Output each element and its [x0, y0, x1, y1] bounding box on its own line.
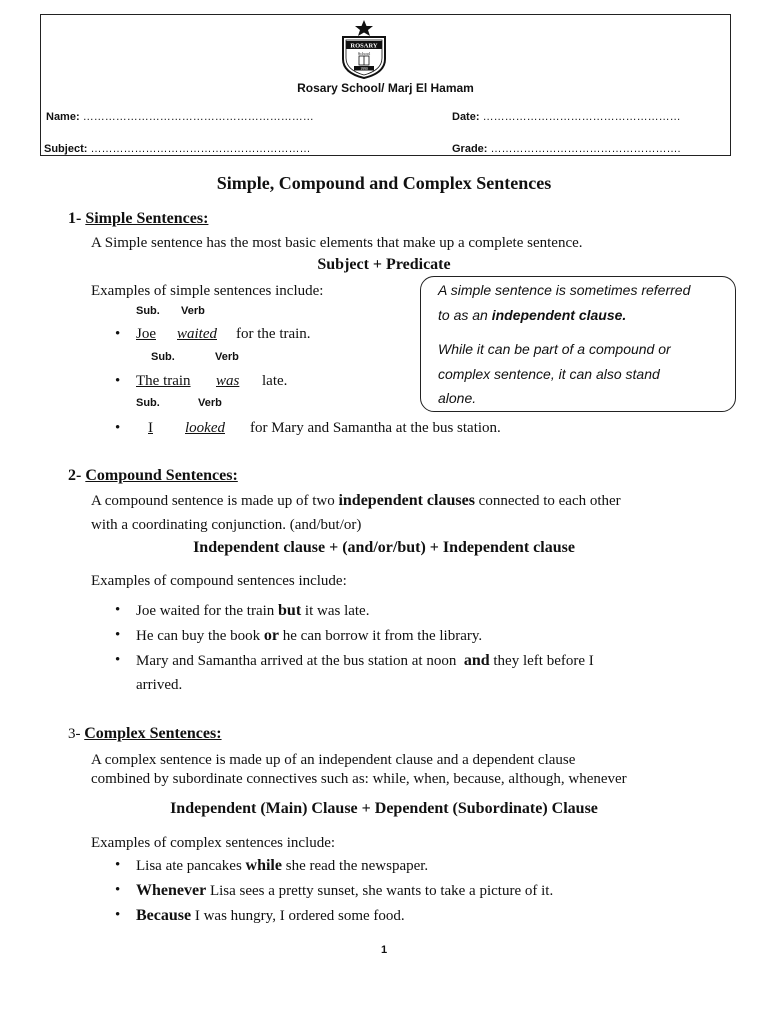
grade-dots: …………………………………………….	[490, 143, 681, 155]
subject-label: Subject:	[44, 143, 91, 155]
complex-definition-1: A complex sentence is made up of an independent clause and a dependent clause	[91, 752, 576, 768]
sub-label: Sub.	[136, 305, 160, 317]
crest-mid-text: School	[357, 51, 371, 56]
crest-top-text: ROSARY	[350, 42, 378, 50]
compound-def-post: connected to each other	[474, 493, 621, 509]
compound-examples-intro: Examples of compound sentences include:	[91, 573, 347, 589]
complex-heading	[68, 725, 222, 743]
bullet-icon: •	[115, 373, 121, 389]
simple-heading	[68, 210, 208, 228]
example-post: Lisa sees a pretty sunset, she wants to take a picture of it.	[206, 883, 554, 899]
example-post: I was hungry, I ordered some food.	[191, 908, 405, 924]
compound-definition-2: with a coordinating conjunction. (and/but/or)	[91, 517, 362, 533]
date-field[interactable]	[452, 111, 681, 123]
complex-formula: Independent (Main) Clause + Dependent (Subordinate) Clause	[170, 800, 598, 817]
verb-label: Verb	[198, 397, 222, 409]
example-pre: He can buy the book	[136, 628, 264, 644]
grade-label: Grade:	[452, 143, 491, 155]
sub-label: Sub.	[151, 351, 175, 363]
example-post: she read the newspaper.	[281, 858, 429, 874]
simple-num: 1-	[68, 210, 86, 227]
example-post: it was late.	[301, 603, 370, 619]
simple-formula: Subject + Predicate	[317, 256, 451, 273]
note-line-2-bold: independent clause.	[491, 307, 627, 323]
example-subject: Joe	[136, 326, 156, 342]
date-dots: ………………………………………………	[482, 111, 681, 123]
example-rest: for Mary and Samantha at the bus station.	[250, 420, 501, 436]
simple-examples-intro: Examples of simple sentences include:	[91, 283, 324, 299]
example-rest: for the train.	[236, 326, 311, 342]
name-dots: ………………………………………………………	[82, 111, 314, 123]
grade-field[interactable]	[452, 143, 681, 155]
example-post: he can borrow it from the library.	[279, 628, 483, 644]
school-crest-icon	[335, 19, 393, 79]
bullet-icon: •	[115, 627, 121, 643]
bullet-icon: •	[115, 857, 121, 873]
example-pre: Mary and Samantha arrived at the bus station at noon	[136, 653, 464, 669]
school-name: Rosary School/ Marj El Hamam	[297, 81, 474, 95]
simple-title: Simple Sentences:	[85, 210, 209, 227]
example-conjunction: and	[463, 652, 490, 669]
complex-title: Complex Sentences:	[84, 725, 222, 742]
compound-definition-1	[91, 490, 621, 512]
bullet-icon: •	[115, 882, 121, 898]
note-line-4: complex sentence, it can also stand	[438, 366, 660, 382]
note-line-2-pre: to as an	[438, 307, 492, 323]
bullet-icon: •	[115, 326, 121, 342]
example-conjunction: but	[278, 602, 302, 619]
bullet-icon: •	[115, 907, 121, 923]
compound-def-bold: independent clauses	[338, 492, 475, 509]
name-field[interactable]	[46, 111, 314, 123]
example-subject: The train	[136, 373, 191, 389]
verb-label: Verb	[215, 351, 239, 363]
complex-num: 3-	[68, 726, 85, 742]
compound-def-pre: A compound sentence is made up of two	[91, 493, 339, 509]
subject-dots: ……………………………………………………	[90, 143, 311, 155]
complex-examples-intro: Examples of complex sentences include:	[91, 835, 336, 851]
compound-example-3-continued: arrived.	[136, 677, 183, 693]
header-box	[40, 14, 731, 156]
compound-title: Compound Sentences:	[85, 467, 238, 484]
example-pre: Lisa ate pancakes	[136, 858, 246, 874]
example-verb: looked	[185, 420, 225, 436]
crest-year: 1990	[360, 66, 368, 71]
document-title: Simple, Compound and Complex Sentences	[216, 173, 552, 193]
example-rest: late.	[262, 373, 288, 389]
subject-field[interactable]	[44, 143, 310, 155]
compound-heading	[68, 467, 238, 485]
compound-formula: Independent clause + (and/or/but) + Independent clause	[193, 539, 575, 556]
bullet-icon: •	[115, 652, 121, 668]
simple-definition: A Simple sentence has the most basic elements that make up a complete sentence.	[91, 235, 583, 251]
note-line-2	[438, 307, 626, 323]
example-post: they left before I	[489, 653, 594, 669]
complex-definition-2: combined by subordinate connectives such as: while, when, because, although, whenever	[91, 771, 627, 787]
bullet-icon: •	[115, 420, 121, 436]
verb-label: Verb	[181, 305, 205, 317]
example-connective: while	[245, 857, 282, 874]
bullet-icon: •	[115, 602, 121, 618]
example-connective: Whenever	[136, 882, 207, 899]
example-conjunction: or	[263, 627, 279, 644]
sub-label: Sub.	[136, 397, 160, 409]
note-line-1: A simple sentence is sometimes referred	[438, 282, 691, 298]
example-pre: Joe waited for the train	[136, 603, 279, 619]
example-verb: was	[216, 373, 240, 389]
date-label: Date:	[452, 111, 483, 123]
compound-num: 2-	[68, 467, 86, 484]
example-subject: I	[148, 420, 153, 436]
page-number: 1	[380, 944, 388, 956]
name-label: Name:	[46, 111, 83, 123]
example-connective: Because	[136, 907, 192, 924]
note-line-5: alone.	[438, 390, 477, 406]
note-line-3: While it can be part of a compound or	[438, 341, 671, 357]
example-verb: waited	[177, 326, 217, 342]
